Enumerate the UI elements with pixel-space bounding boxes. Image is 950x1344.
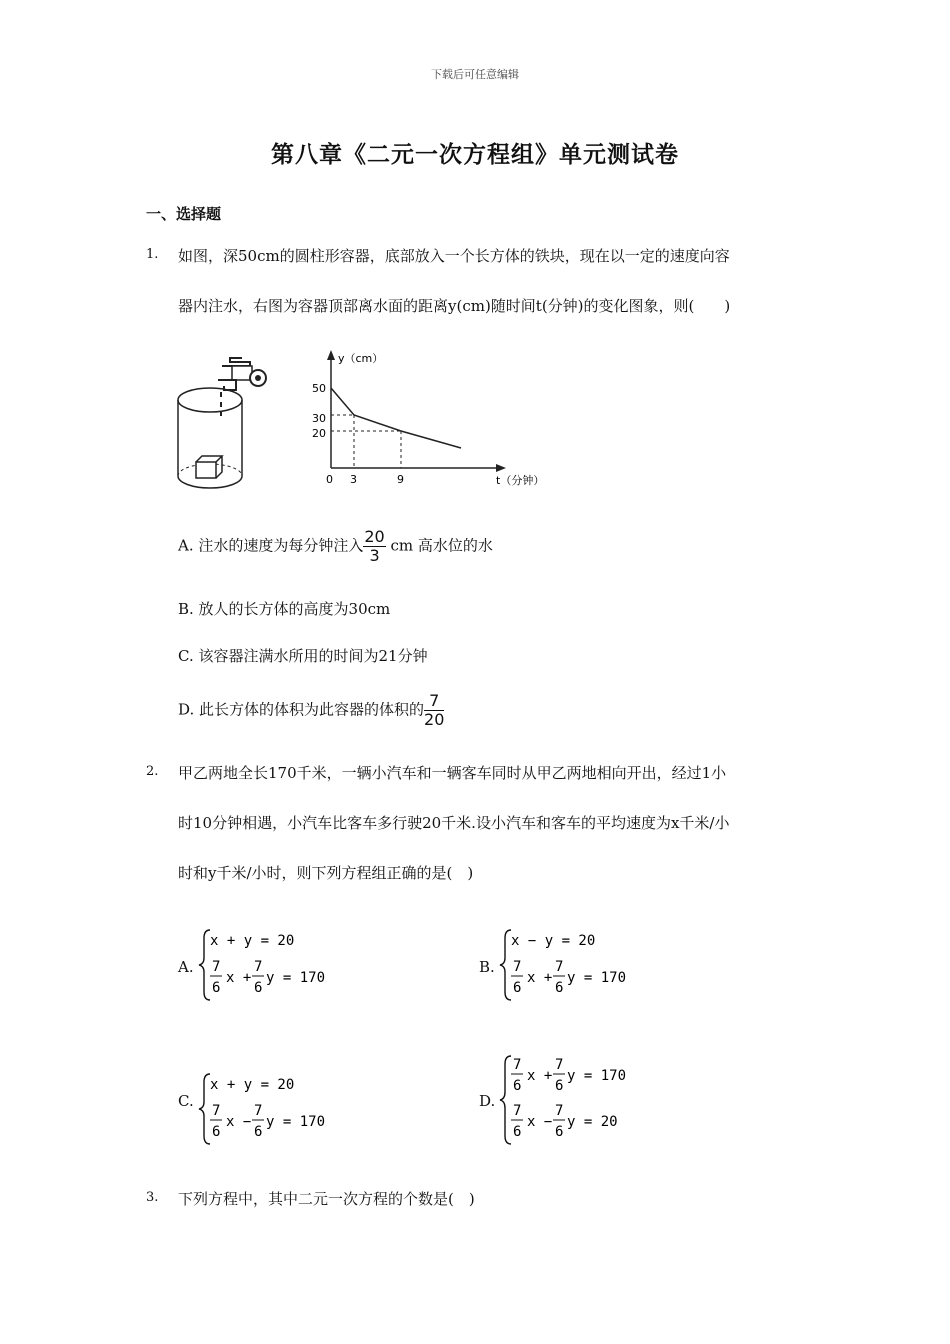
container-faucet-figure [174, 352, 274, 492]
eq-2-part-2: y = 170 [266, 970, 326, 986]
frac-den: 6 [212, 980, 221, 996]
question-2-line-1: 甲乙两地全长170千米，一辆小汽车和一辆客车同时从甲乙两地相向开出，经过1小 [178, 764, 727, 782]
y-tick-20: 20 [312, 427, 326, 440]
eq-1: x − y = 20 [511, 933, 596, 949]
q2-option-c-system[interactable] [198, 1070, 338, 1148]
eq-2-part-1: x + [226, 970, 252, 986]
q1-option-a-tail: cm 高水位的水 [385, 536, 493, 555]
question-2-number: 2. [146, 764, 159, 779]
q2-option-a-system[interactable] [198, 926, 338, 1004]
frac-num: 7 [513, 1057, 522, 1073]
frac-den: 6 [513, 1124, 522, 1140]
x-tick-0: 0 [326, 473, 333, 486]
frac-den: 6 [254, 1124, 263, 1140]
frac-den: 6 [513, 980, 522, 996]
eq-1: x + y = 20 [210, 933, 295, 949]
section-heading: 一、选择题 [146, 205, 222, 223]
q1-option-d-text: D. 此长方体的体积为此容器的体积的 [178, 700, 425, 719]
eq-1-part-1: x + [527, 1068, 553, 1084]
question-1-line-2: 器内注水，右图为容器顶部离水面的距离y(cm)随时间t(分钟)的变化图象，则( ) [178, 297, 731, 315]
brace-icon [500, 1056, 511, 1144]
frac-num: 7 [555, 1103, 564, 1119]
q2-option-a-label[interactable]: A. [178, 958, 194, 976]
eq-2-part-1: x − [527, 1114, 553, 1130]
eq-2-part-2: y = 170 [266, 1114, 326, 1130]
fraction-denominator: 20 [424, 710, 445, 729]
q1-option-d-fraction [424, 692, 444, 729]
fraction-denominator: 3 [369, 546, 380, 565]
frac-num: 7 [254, 959, 263, 975]
eq-2-part-2: y = 20 [567, 1114, 618, 1130]
q1-option-d[interactable] [178, 692, 444, 729]
question-2-line-2: 时10分钟相遇，小汽车比客车多行驶20千米.设小汽车和客车的平均速度为x千米/小 [178, 814, 730, 832]
question-1-line-1: 如图，深50cm的圆柱形容器，底部放入一个长方体的铁块，现在以一定的速度向容 [178, 247, 730, 265]
frac-den: 6 [254, 980, 263, 996]
fraction-numerator: 7 [424, 692, 444, 711]
frac-den: 6 [513, 1078, 522, 1094]
question-3-line-1: 下列方程中，其中二元一次方程的个数是( ) [178, 1190, 475, 1208]
question-1-number: 1. [146, 247, 159, 262]
q2-option-b-label[interactable]: B. [479, 958, 495, 976]
fraction-numerator: 20 [364, 527, 385, 546]
eq-2-part-1: x + [527, 970, 553, 986]
page-title: 第八章《二元一次方程组》单元测试卷 [271, 141, 679, 168]
q1-option-c[interactable]: C. 该容器注满水所用的时间为21分钟 [178, 647, 428, 665]
x-tick-9: 9 [397, 473, 404, 486]
frac-num: 7 [555, 959, 564, 975]
question-2-line-3: 时和y千米/小时，则下列方程组正确的是( ) [178, 864, 474, 882]
graph-line [331, 388, 461, 448]
q1-option-b[interactable]: B. 放人的长方体的高度为30cm [178, 600, 391, 618]
frac-den: 6 [555, 980, 564, 996]
question-3-number: 3. [146, 1190, 159, 1205]
brace-icon [199, 930, 210, 1000]
frac-den: 6 [555, 1124, 564, 1140]
brace-icon [199, 1074, 210, 1144]
frac-num: 7 [555, 1057, 564, 1073]
graph-y-arrow [327, 350, 335, 360]
q1-option-a-text: A. 注水的速度为每分钟注入 [178, 536, 364, 555]
q1-option-a-fraction [363, 528, 385, 565]
eq-2-part-1: x − [226, 1114, 252, 1130]
brace-icon [500, 930, 511, 1000]
q1-option-a[interactable] [178, 528, 493, 565]
frac-num: 7 [513, 959, 522, 975]
graph-y-label: y（cm） [338, 352, 384, 365]
eq-1: x + y = 20 [210, 1077, 295, 1093]
eq-1-part-2: y = 170 [567, 1068, 627, 1084]
frac-num: 7 [212, 959, 221, 975]
q2-option-d-label[interactable]: D. [479, 1092, 496, 1110]
frac-num: 7 [513, 1103, 522, 1119]
header-note: 下载后可任意编辑 [431, 68, 519, 81]
q2-option-c-label[interactable]: C. [178, 1092, 194, 1110]
q2-option-b-system[interactable] [499, 926, 639, 1004]
graph-x-arrow [496, 464, 506, 472]
eq-2-part-2: y = 170 [567, 970, 627, 986]
water-level-graph [306, 346, 566, 494]
frac-den: 6 [212, 1124, 221, 1140]
x-tick-3: 3 [350, 473, 357, 486]
frac-num: 7 [254, 1103, 263, 1119]
y-tick-50: 50 [312, 382, 326, 395]
frac-num: 7 [212, 1103, 221, 1119]
frac-den: 6 [555, 1078, 564, 1094]
y-tick-30: 30 [312, 412, 326, 425]
graph-x-label: t（分钟） [496, 474, 545, 487]
q2-option-d-system[interactable] [499, 1052, 639, 1148]
